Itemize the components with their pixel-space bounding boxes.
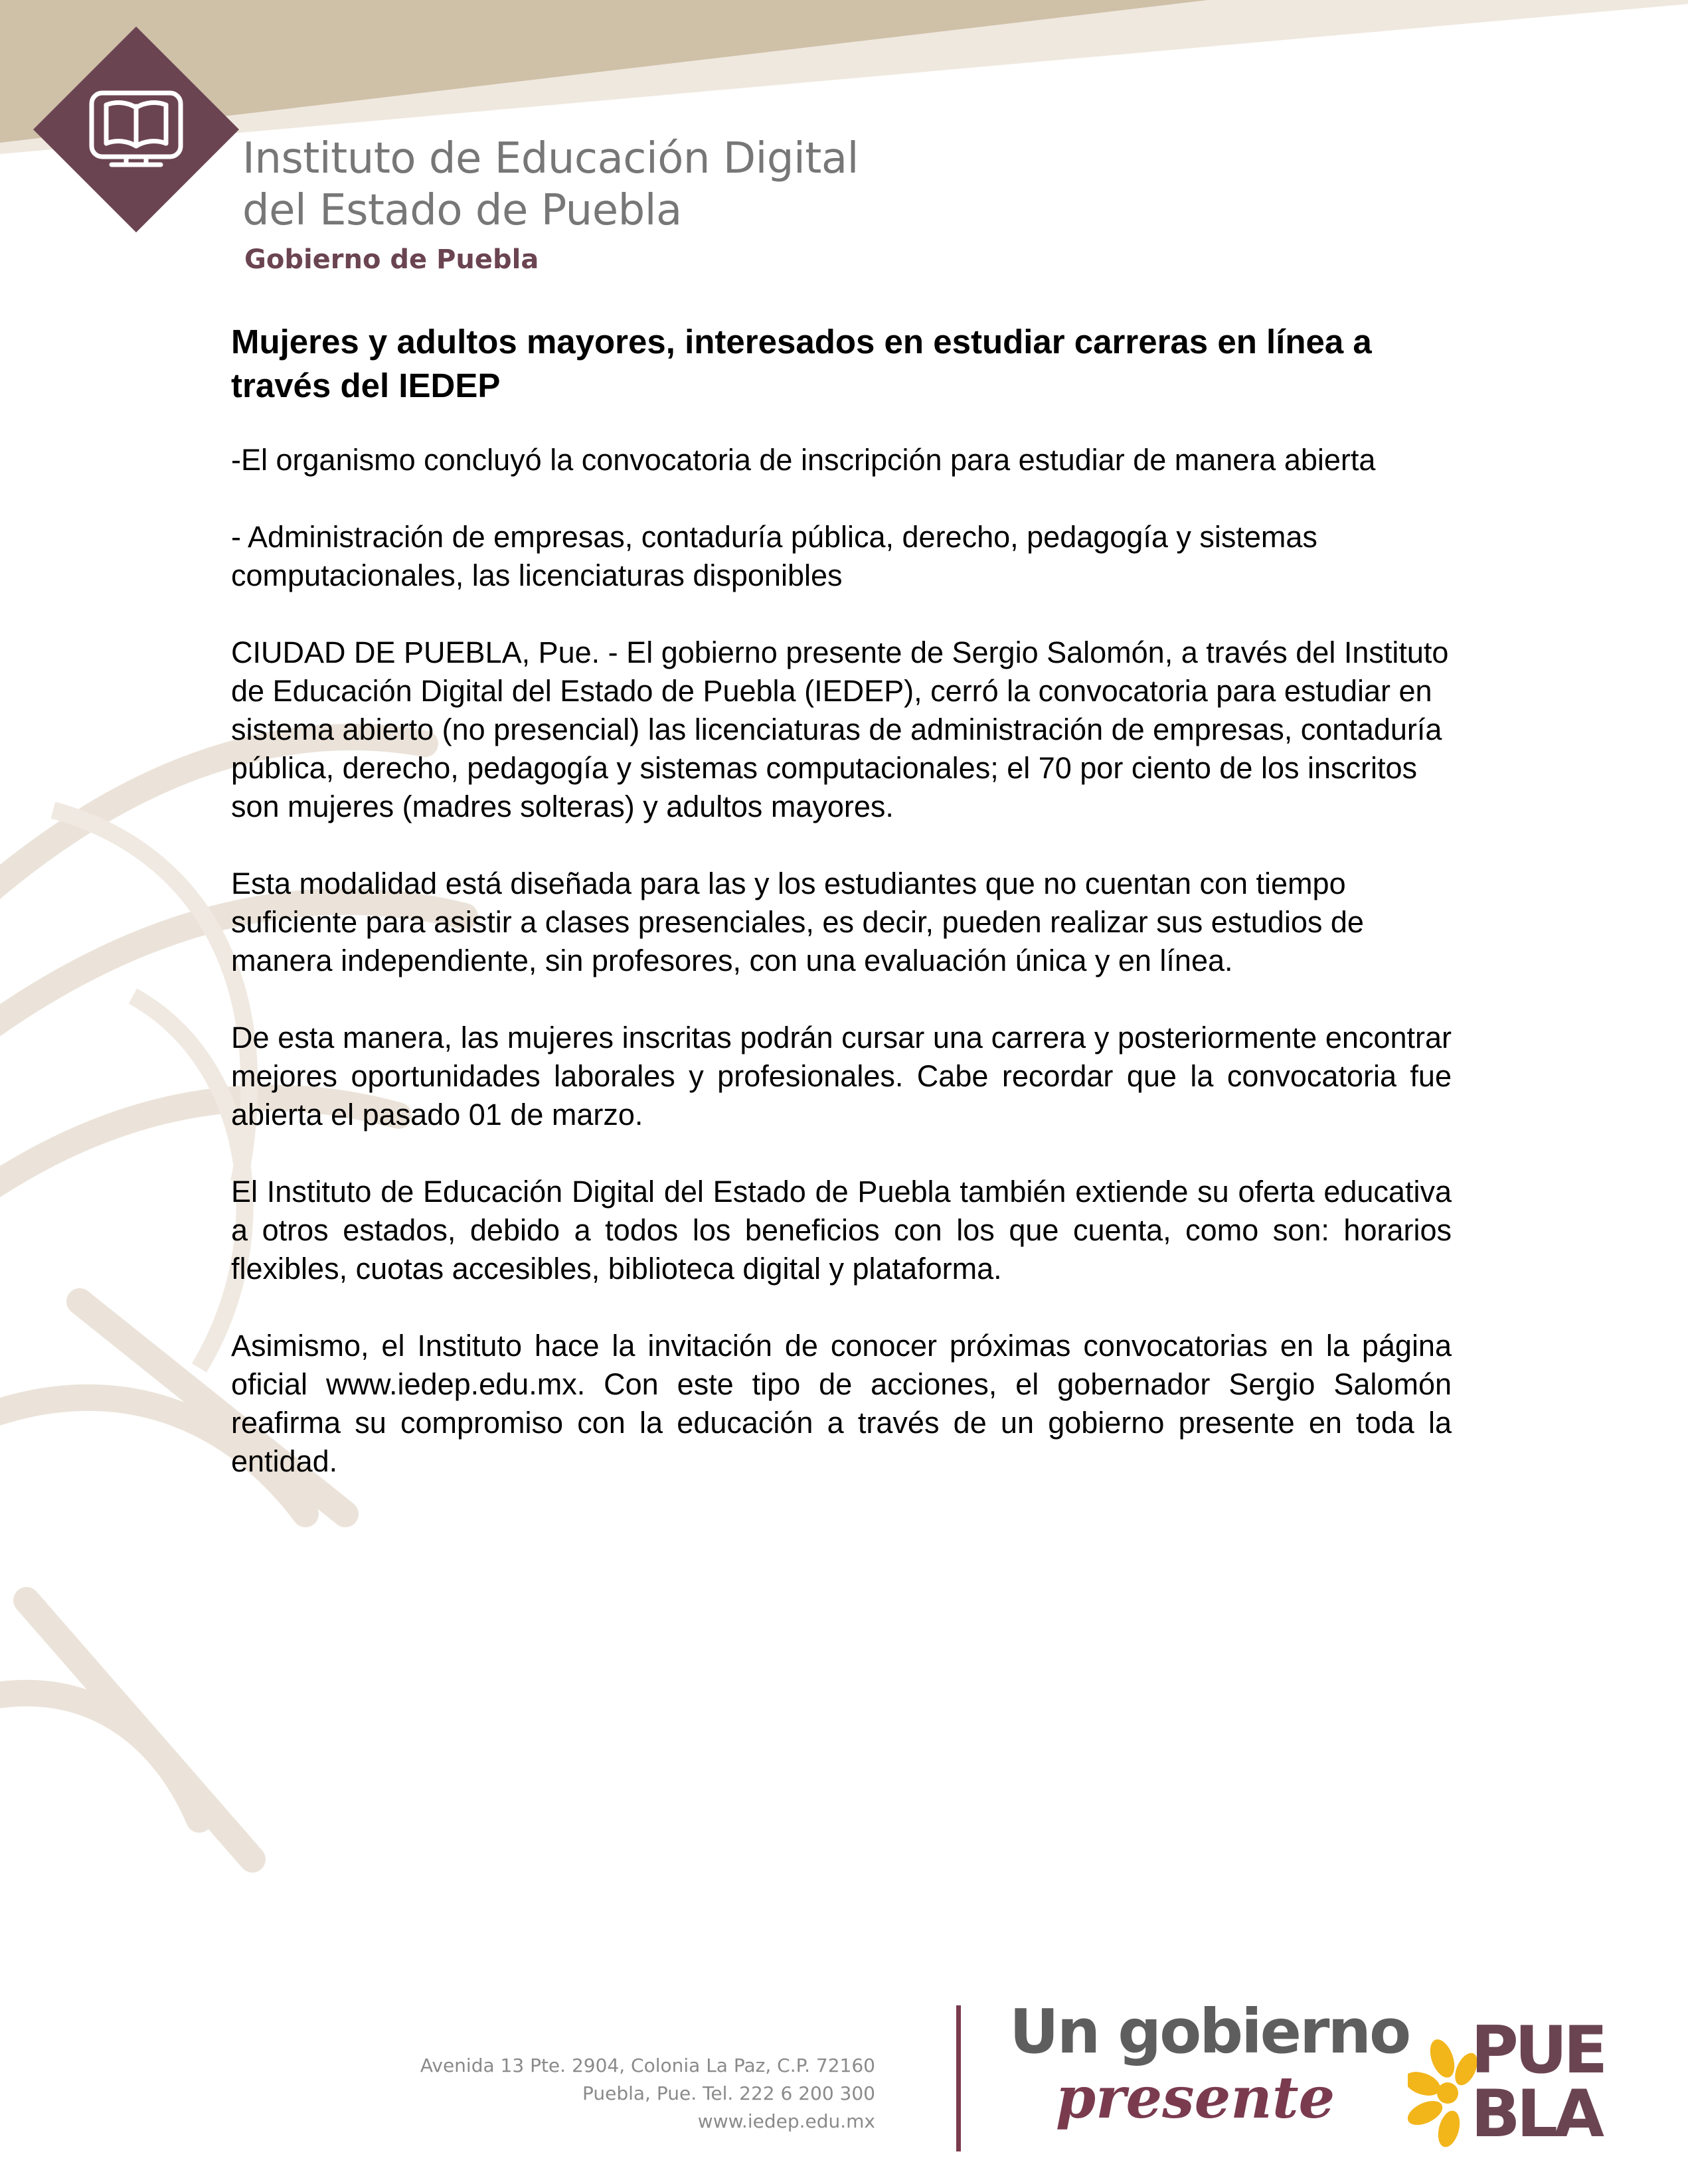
article-paragraph-5: Asimismo, el Instituto hace la invitación de conocer próximas convocatorias en la página oficial www.iedep.edu.mx. Con este tipo de acciones, el gobernador Sergio Salomón reafirma su compromiso con la educación a través de un gobierno presente en toda la entidad. [231,1329,1452,1478]
footer-website: www.iedep.edu.mx [697,2110,875,2132]
institution-name-line2: del Estado de Puebla [242,186,682,235]
article-subhead-1: -El organismo concluyó la convocatoria de inscripción para estudiar de manera abierta [231,443,1376,477]
slogan-logo [1009,1996,1410,2132]
article-paragraph-1: CIUDAD DE PUEBLA, Pue. - El gobierno presente de Sergio Salomón, a través del Instituto de Educación Digital del Estado de Puebla (IEDEP), cerró la convocatoria para estudiar en sistema abierto (no presencial) las licenciaturas de administración de empresas, contaduría pública, derecho, pedagogía y sistemas computacionales; el 70 por ciento de los inscritos son mujeres (madres solteras) y adultos mayores. [231,635,1449,823]
slogan-line2: presente [1056,2064,1335,2132]
footer-address [420,2052,875,2136]
government-name: Gobierno de Puebla [244,244,539,275]
address-line1: Avenida 13 Pte. 2904, Colonia La Paz, C.P. 72160 [420,2055,875,2076]
puebla-wordmark-line1: PUE [1471,2013,1604,2088]
article-paragraph-4: El Instituto de Educación Digital del Estado de Puebla también extiende su oferta educativa a otros estados, debido a todos los beneficios con los que cuenta, como son: horarios flexibles, cuotas accesibles, biblioteca digital y plataforma. [231,1175,1452,1286]
article-paragraph-2: Esta modalidad está diseñada para las y los estudiantes que no cuentan con tiempo suficiente para asistir a clases presenciales, es decir, pueden realizar sus estudios de manera independiente, sin profesores, con una evaluación única y en línea. [231,867,1364,977]
article-headline: Mujeres y adultos mayores, interesados en estudiar carreras en línea a través del IEDEP [231,323,1372,404]
article [231,320,1452,1519]
iedep-logo [33,27,239,232]
institution-name-line1: Instituto de Educación Digital [242,134,859,183]
article-paragraph-3: De esta manera, las mujeres inscritas podrán cursar una carrera y posteriormente encontrar mejores oportunidades laborales y profesionales. Cabe recordar que la convocatoria fue abierta el pasado 01 de marzo. [231,1021,1452,1132]
article-subhead-2: - Administración de empresas, contaduría pública, derecho, pedagogía y sistemas computacionales, las licenciaturas disponibles [231,520,1317,592]
address-line2: Puebla, Pue. Tel. 222 6 200 300 [582,2082,875,2104]
institution-name [242,133,859,236]
footer-divider [956,2005,961,2151]
puebla-wordmark [1471,2013,1604,2152]
slogan-line1: Un gobierno [1009,1996,1410,2067]
puebla-wordmark-line2: BLA [1471,2076,1600,2152]
